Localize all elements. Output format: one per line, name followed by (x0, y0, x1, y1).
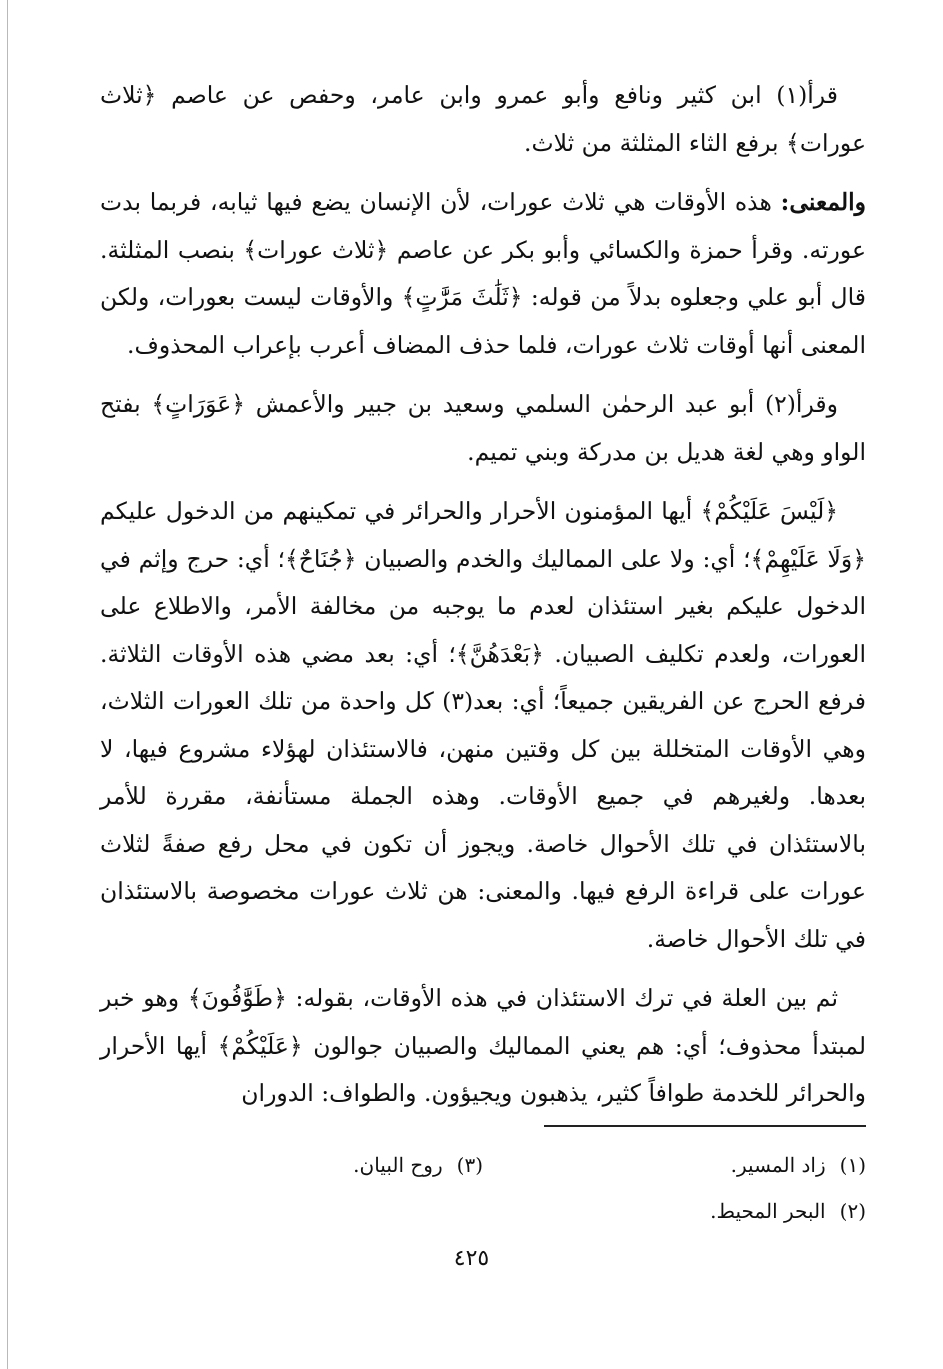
footnote-2-number: (٢) (839, 1199, 866, 1223)
paragraph-5 (100, 975, 866, 1118)
paragraph-2-lead-term: والمعنى: (780, 188, 866, 216)
footnote-separator (544, 1125, 866, 1127)
footnote-3 (100, 1142, 483, 1188)
footnote-3-number: (٣) (456, 1153, 483, 1177)
footnote-2-text: البحر المحيط. (710, 1199, 826, 1223)
footnote-3-text: روح البيان. (353, 1153, 443, 1177)
scan-edge-line (7, 0, 8, 1369)
footnote-2 (476, 1188, 866, 1234)
paragraph-1-text: قرأ(١) ابن كثير ونافع وأبو عمرو وابن عامر، وحفص عن عاصم ﴿ثلاث عورات﴾ برفع الثاء المثلثة من ثلاث. (100, 81, 866, 157)
page-body (100, 72, 866, 1130)
page-number: ٤٢٥ (453, 1246, 490, 1271)
footnote-row-1 (100, 1142, 866, 1188)
paragraph-1 (100, 72, 866, 167)
paragraph-3-text: وقرأ(٢) أبو عبد الرحمٰن السلمي وسعيد بن جبير والأعمش ﴿عَوَرَاتٍ﴾ بفتح الواو وهي لغة هديل بن مدركة وبني تميم. (100, 390, 866, 466)
paragraph-2 (100, 179, 866, 369)
footnote-1 (483, 1142, 866, 1188)
paragraph-5-text: ثم بين العلة في ترك الاستئذان في هذه الأوقات، بقوله: ﴿طَوَّٰفُونَ﴾ وهو خبر لمبتدأ محذوف؛ أي: هم يعني المماليك والصبيان جوالون ﴿عَلَيْكُمْ﴾ أيها الأحرار والحرائر للخدمة طوافاً كثير، يذهبون ويجيؤون. والطواف: الدوران (100, 984, 866, 1107)
footnote-1-text: زاد المسير. (730, 1153, 826, 1177)
paragraph-4-text: ﴿لَيْسَ عَلَيْكُمْ﴾ أيها المؤمنون الأحرار والحرائر في تمكينهم من الدخول عليكم ﴿وَلَا عَلَيْهِمْ﴾؛ أي: ولا على المماليك والخدم والصبيان ﴿جُنَاحٌ﴾؛ أي: حرج وإثم في الدخول عليكم بغير استئذان لعدم ما يوجبه من مخالفة الأمر، والاطلاع على العورات، ولعدم تكليف الصبيان. ﴿بَعْدَهُنَّ﴾؛ أي: بعد مضي هذه الأوقات الثلاثة. فرفع الحرج عن الفريقين جميعاً؛ أي: بعد(٣) كل واحدة من تلك العورات الثلاث، وهي الأوقات المتخللة بين كل وقتين منهن، فالاستئذان لهؤلاء مشروع فيها، لا بعدها. ولغيرهم في جميع الأوقات. وهذه الجملة مستأنفة، مقررة للأمر بالاستئذان في تلك الأحوال خاصة. ويجوز أن تكون في محل رفع صفةً لثلاث عورات على قراءة الرفع فيها. والمعنى: هن ثلاث عورات مخصوصة بالاستئذان في تلك الأحوال خاصة. (100, 497, 866, 953)
paragraph-2-text: هذه الأوقات هي ثلاث عورات، لأن الإنسان يضع فيها ثيابه، فربما بدت عورته. وقرأ حمزة والكسائي وأبو بكر عن عاصم ﴿ثلاث عورات﴾ بنصب المثلثة. قال أبو علي وجعلوه بدلاً من قوله: ﴿ثَلَٰثَ مَرَّٰتٍ﴾ والأوقات ليست بعورات، ولكن المعنى أنها أوقات ثلاث عورات، فلما حذف المضاف أعرب بإعراب المحذوف. (100, 188, 866, 359)
footnote-1-number: (١) (839, 1153, 866, 1177)
paragraph-3 (100, 381, 866, 476)
footnotes (100, 1142, 866, 1234)
paragraph-4 (100, 488, 866, 963)
footnote-row-2 (100, 1188, 866, 1234)
